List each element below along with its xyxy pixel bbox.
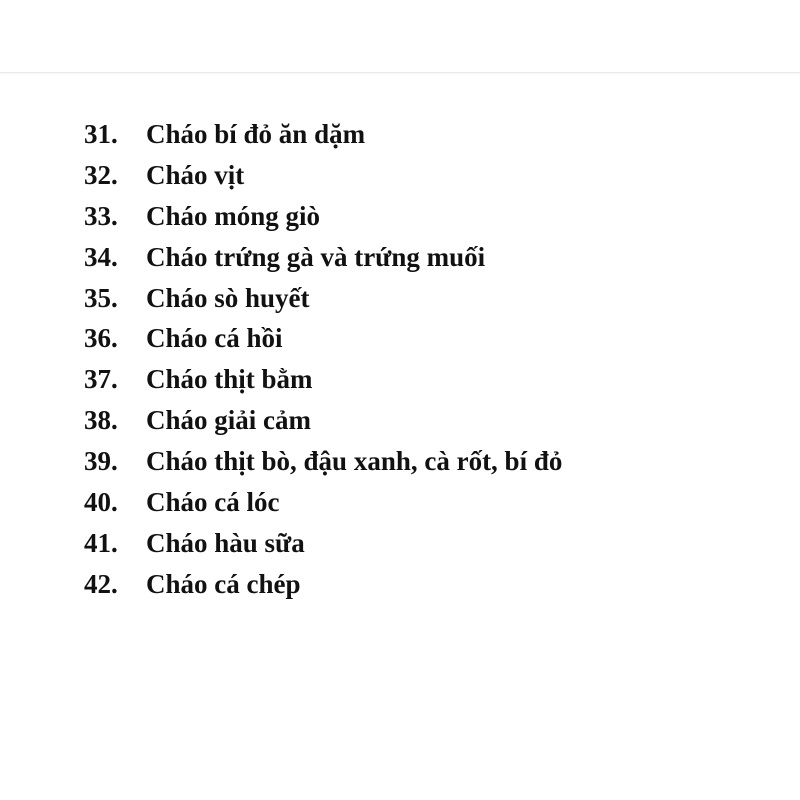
- item-text: Cháo giải cảm: [146, 405, 311, 436]
- item-text: Cháo trứng gà và trứng muối: [146, 241, 486, 272]
- item-number: 41.: [84, 527, 118, 558]
- top-band: [0, 0, 800, 73]
- list-item: [84, 482, 562, 523]
- list-item: [84, 155, 562, 196]
- item-text: Cháo cá hồi: [146, 323, 283, 354]
- item-number: 38.: [84, 405, 118, 436]
- item-number: 34.: [84, 241, 118, 272]
- porridge-list: [84, 114, 562, 605]
- item-text: Cháo sò huyết: [146, 282, 310, 313]
- list-item: [84, 441, 562, 482]
- item-text: Cháo vịt: [146, 159, 245, 190]
- item-text: Cháo hàu sữa: [146, 527, 305, 558]
- list-item: [84, 196, 562, 237]
- list-item: [84, 400, 562, 441]
- item-number: 33.: [84, 200, 118, 231]
- item-number: 40.: [84, 487, 118, 518]
- item-number: 42.: [84, 568, 118, 599]
- item-text: Cháo thịt bò, đậu xanh, cà rốt, bí đỏ: [146, 446, 563, 477]
- list-item: [84, 278, 562, 319]
- list-item: [84, 523, 562, 564]
- item-text: Cháo móng giò: [146, 200, 321, 231]
- item-text: Cháo bí đỏ ăn dặm: [146, 119, 366, 149]
- item-number: 32.: [84, 159, 118, 190]
- item-number: 37.: [84, 364, 118, 395]
- list-item: [84, 237, 562, 278]
- item-number: 31.: [84, 119, 118, 149]
- item-number: 36.: [84, 323, 118, 354]
- list-item: [84, 114, 562, 155]
- item-number: 35.: [84, 282, 118, 313]
- item-text: Cháo cá lóc: [146, 487, 280, 518]
- item-text: Cháo thịt bằm: [146, 364, 313, 395]
- item-number: 39.: [84, 446, 118, 477]
- list-item: [84, 564, 562, 605]
- list-item: [84, 359, 562, 400]
- list-item: [84, 318, 562, 359]
- item-text: Cháo cá chép: [146, 568, 301, 599]
